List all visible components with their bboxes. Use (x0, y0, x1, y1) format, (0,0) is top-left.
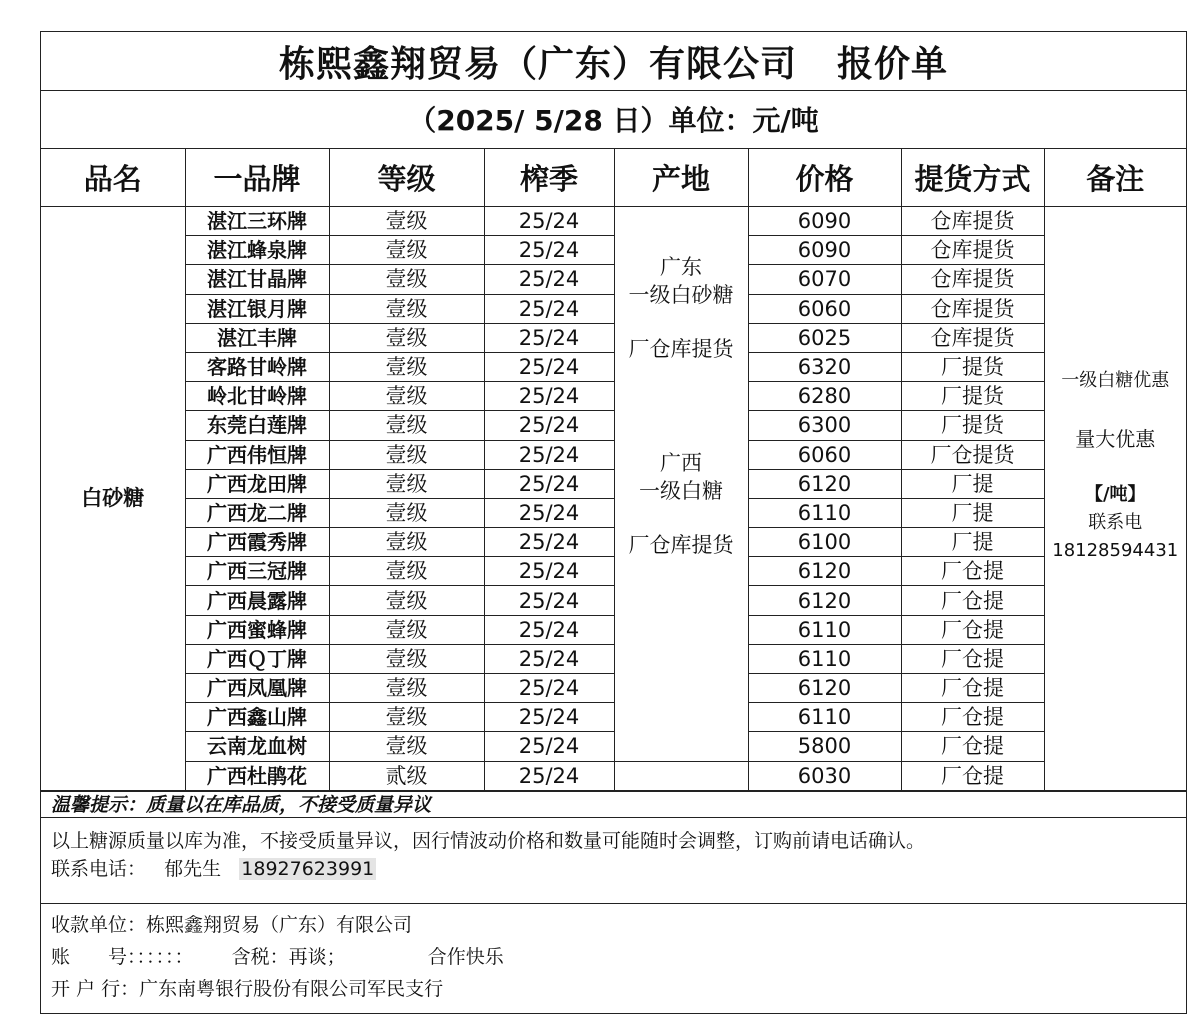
tax-info: 含税：再谈； (231, 946, 346, 968)
season-cell: 25/24 (484, 557, 614, 586)
header-product: 品名 (41, 148, 185, 207)
brand-cell: 广西凤凰牌 (185, 674, 329, 703)
brand-cell: 东莞白莲牌 (185, 411, 329, 440)
pickup-cell: 厂仓提 (901, 586, 1044, 615)
pickup-cell: 厂提货 (901, 382, 1044, 411)
pickup-cell: 厂提 (901, 528, 1044, 557)
season-cell: 25/24 (484, 674, 614, 703)
season-cell: 25/24 (484, 644, 614, 673)
season-cell: 25/24 (484, 294, 614, 323)
grade-cell: 壹级 (329, 703, 484, 732)
remark-unit: 【/吨】 (1084, 484, 1146, 506)
grade-cell: 壹级 (329, 469, 484, 498)
season-cell: 25/24 (484, 382, 614, 411)
company-title: 栋熙鑫翔贸易（广东）有限公司 (278, 43, 797, 85)
brand-cell: 广西蜜蜂牌 (185, 615, 329, 644)
table-row (41, 761, 1186, 790)
table-row (41, 586, 1186, 615)
season-cell: 25/24 (484, 732, 614, 761)
table-row (41, 557, 1186, 586)
table-row (41, 498, 1186, 527)
price-cell: 6070 (748, 265, 901, 294)
remark-bulk: 量大优惠 (1075, 427, 1156, 452)
product-name-cell: 白砂糖 (41, 207, 185, 791)
brand-cell: 广西鑫山牌 (185, 703, 329, 732)
contact-label: 联系电话： (51, 858, 147, 880)
brand-cell: 广西伟恒牌 (185, 440, 329, 469)
grade-cell: 壹级 (329, 528, 484, 557)
quote-sheet (40, 31, 1187, 1014)
table-row (41, 352, 1186, 381)
grade-cell: 壹级 (329, 586, 484, 615)
table-row (41, 440, 1186, 469)
pickup-cell: 仓库提货 (901, 207, 1044, 236)
grade-cell: 壹级 (329, 732, 484, 761)
brand-cell: 广西三冠牌 (185, 557, 329, 586)
grade-cell: 壹级 (329, 265, 484, 294)
price-cell: 5800 (748, 732, 901, 761)
grade-cell: 壹级 (329, 294, 484, 323)
pickup-cell: 仓库提货 (901, 323, 1044, 352)
price-cell: 6120 (748, 469, 901, 498)
table-row (41, 528, 1186, 557)
date-unit-row: （2025/ 5/28 日）单位：元/吨 (41, 90, 1186, 149)
price-cell: 6120 (748, 557, 901, 586)
notice-block (41, 818, 1186, 904)
price-table (41, 148, 1186, 791)
season-cell: 25/24 (484, 265, 614, 294)
grade-cell: 壹级 (329, 615, 484, 644)
table-row (41, 236, 1186, 265)
origin-gx-region: 广西 (660, 451, 702, 475)
header-season: 榨季 (484, 148, 614, 207)
pickup-cell: 仓库提货 (901, 265, 1044, 294)
price-cell: 6280 (748, 382, 901, 411)
season-cell: 25/24 (484, 207, 614, 236)
brand-cell: 广西龙田牌 (185, 469, 329, 498)
account-line (51, 942, 504, 969)
price-cell: 6090 (748, 207, 901, 236)
table-header-row (41, 148, 1186, 207)
grade-cell: 壹级 (329, 236, 484, 265)
remark-discount: 一级白糖优惠 (1061, 370, 1170, 392)
table-row (41, 265, 1186, 294)
brand-cell: 客路甘岭牌 (185, 352, 329, 381)
pickup-cell: 厂仓提 (901, 703, 1044, 732)
pickup-cell: 厂仓提 (901, 674, 1044, 703)
season-cell: 25/24 (484, 498, 614, 527)
season-cell: 25/24 (484, 440, 614, 469)
pickup-cell: 厂仓提 (901, 732, 1044, 761)
grade-cell: 壹级 (329, 207, 484, 236)
pickup-cell: 厂提 (901, 469, 1044, 498)
price-cell: 6110 (748, 644, 901, 673)
header-brand: 一品牌 (185, 148, 329, 207)
season-cell: 25/24 (484, 615, 614, 644)
price-cell: 6060 (748, 294, 901, 323)
grade-cell: 壹级 (329, 498, 484, 527)
price-cell: 6090 (748, 236, 901, 265)
price-cell: 6025 (748, 323, 901, 352)
grade-cell: 壹级 (329, 352, 484, 381)
remark-contact-label: 联系电 (1088, 512, 1143, 534)
price-cell: 6110 (748, 498, 901, 527)
header-pickup: 提货方式 (901, 148, 1044, 207)
grade-cell: 壹级 (329, 323, 484, 352)
table-row (41, 323, 1186, 352)
table-row (41, 382, 1186, 411)
table-row (41, 294, 1186, 323)
origin-gd-pickup: 厂仓库提货 (628, 337, 734, 361)
grade-cell: 壹级 (329, 411, 484, 440)
origin-cell (614, 207, 748, 762)
brand-cell: 湛江银月牌 (185, 294, 329, 323)
bank-line: 开 户 行：广东南粤银行股份有限公司军民支行 (51, 978, 444, 1000)
season-cell: 25/24 (484, 703, 614, 732)
brand-cell: 岭北甘岭牌 (185, 382, 329, 411)
account-label: 账 号：：：：：： (51, 946, 194, 968)
grade-cell: 壹级 (329, 382, 484, 411)
price-cell: 6030 (748, 761, 901, 790)
notice-text: 以上糖源质量以库为准，不接受质量异议，因行情波动价格和数量可能随时会调整，订购前请电话确认。 (51, 830, 926, 852)
brand-cell: 广西杜鹃花 (185, 761, 329, 790)
price-cell: 6110 (748, 615, 901, 644)
header-price: 价格 (748, 148, 901, 207)
pickup-cell: 厂提货 (901, 411, 1044, 440)
warm-tip: 温馨提示：质量以在库品质，不接受质量异议 (41, 791, 1186, 818)
title-row (41, 32, 1186, 91)
header-grade: 等级 (329, 148, 484, 207)
document-type: 报价单 (837, 43, 949, 85)
pickup-cell: 仓库提货 (901, 294, 1044, 323)
remarks-cell (1044, 207, 1186, 791)
table-row (41, 207, 1186, 236)
brand-cell: 广西霞秀牌 (185, 528, 329, 557)
table-row (41, 732, 1186, 761)
slogan: 合作快乐 (427, 946, 504, 968)
origin-empty-cell (614, 761, 748, 790)
pickup-cell: 厂仓提 (901, 557, 1044, 586)
season-cell: 25/24 (484, 761, 614, 790)
contact-name: 郁先生 (164, 858, 222, 880)
season-cell: 25/24 (484, 236, 614, 265)
table-row (41, 615, 1186, 644)
grade-cell: 贰级 (329, 761, 484, 790)
price-cell: 6120 (748, 586, 901, 615)
brand-cell: 湛江蜂泉牌 (185, 236, 329, 265)
brand-cell: 广西Ｑ丁牌 (185, 644, 329, 673)
table-row (41, 469, 1186, 498)
price-cell: 6100 (748, 528, 901, 557)
pickup-cell: 厂仓提货 (901, 440, 1044, 469)
remark-contact-phone[interactable]: 18128594431 (1052, 540, 1179, 562)
season-cell: 25/24 (484, 323, 614, 352)
brand-cell: 广西晨露牌 (185, 586, 329, 615)
season-cell: 25/24 (484, 352, 614, 381)
season-cell: 25/24 (484, 411, 614, 440)
header-remarks: 备注 (1044, 148, 1186, 207)
price-cell: 6300 (748, 411, 901, 440)
table-row (41, 411, 1186, 440)
origin-gx-product: 一级白糖 (639, 479, 723, 503)
brand-cell: 湛江三环牌 (185, 207, 329, 236)
pickup-cell: 厂提货 (901, 352, 1044, 381)
origin-gd-product: 一级白砂糖 (628, 283, 734, 307)
price-cell: 6110 (748, 703, 901, 732)
table-row (41, 644, 1186, 673)
grade-cell: 壹级 (329, 644, 484, 673)
price-cell: 6120 (748, 674, 901, 703)
pickup-cell: 厂仓提 (901, 761, 1044, 790)
pickup-cell: 厂仓提 (901, 644, 1044, 673)
header-origin: 产地 (614, 148, 748, 207)
grade-cell: 壹级 (329, 557, 484, 586)
brand-cell: 湛江甘晶牌 (185, 265, 329, 294)
pickup-cell: 厂仓提 (901, 615, 1044, 644)
grade-cell: 壹级 (329, 674, 484, 703)
brand-cell: 广西龙二牌 (185, 498, 329, 527)
season-cell: 25/24 (484, 469, 614, 498)
season-cell: 25/24 (484, 528, 614, 557)
table-row (41, 674, 1186, 703)
brand-cell: 湛江丰牌 (185, 323, 329, 352)
contact-phone[interactable]: 18927623991 (241, 858, 375, 880)
price-cell: 6320 (748, 352, 901, 381)
contact-line (51, 854, 376, 881)
price-cell: 6060 (748, 440, 901, 469)
season-cell: 25/24 (484, 586, 614, 615)
pickup-cell: 厂提 (901, 498, 1044, 527)
origin-gx-pickup: 厂仓库提货 (628, 533, 734, 557)
origin-gd-region: 广东 (660, 255, 702, 279)
pickup-cell: 仓库提货 (901, 236, 1044, 265)
table-row (41, 703, 1186, 732)
payee-line: 收款单位：栋熙鑫翔贸易（广东）有限公司 (51, 914, 413, 936)
grade-cell: 壹级 (329, 440, 484, 469)
brand-cell: 云南龙血树 (185, 732, 329, 761)
